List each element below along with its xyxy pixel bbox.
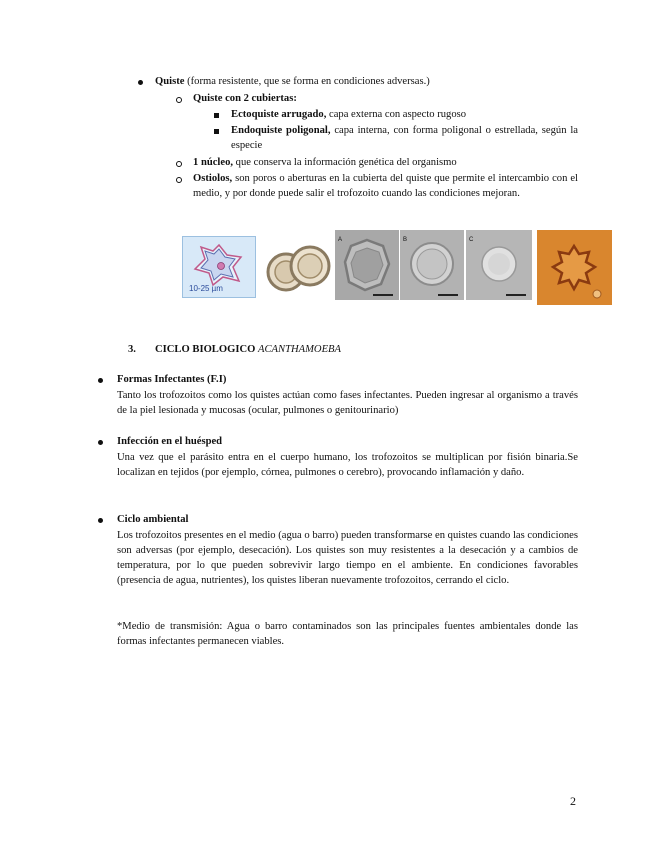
- quiste-term: Quiste: [155, 76, 185, 87]
- ecto-term: Ectoquiste arrugado,: [231, 109, 327, 120]
- quiste-desc: (forma resistente, que se forma en condiciones adversas.): [184, 76, 430, 87]
- stained-cyst-photo: [537, 230, 612, 305]
- page-number: 2: [570, 794, 576, 808]
- microscopy-panel-a: [335, 230, 399, 300]
- infeccion-title: Infección en el huésped: [117, 436, 223, 447]
- stained-cyst-icon: [537, 230, 612, 305]
- bullet-dot: [98, 440, 103, 445]
- section-number: 3.: [128, 344, 136, 355]
- ostiolos-desc: son poros o aberturas en la cubierta del quiste que permite el intercambio con el medio, y por donde puede salir el trofozoito cuando las condiciones mejoran.: [193, 173, 578, 199]
- panel-label-b: B: [403, 237, 408, 243]
- section-title-text: CICLO BIOLOGICO: [155, 344, 259, 355]
- bullet-dot: [98, 518, 103, 523]
- double-cyst-photo: [264, 230, 334, 305]
- ostiolos-paragraph: [193, 171, 578, 201]
- endo-term: Endoquiste poligonal,: [231, 125, 331, 136]
- double-cyst-icon: [264, 230, 334, 305]
- bullet-dot: [98, 378, 103, 383]
- transmission-note: *Medio de transmisión: Agua o barro contaminados son las principales fuentes ambientales donde las formas infectantes permanecen viables.: [117, 621, 578, 647]
- microscopy-panel-b: [400, 230, 464, 300]
- section-title: [155, 342, 341, 357]
- nucleo-desc: que conserva la información genética del organismo: [233, 157, 457, 168]
- bullet-square: [214, 129, 219, 134]
- nucleo-line: [193, 155, 457, 170]
- scale-label: 10-25 µm: [189, 284, 223, 293]
- ecto-desc: capa externa con aspecto rugoso: [326, 109, 467, 120]
- nucleo-term: 1 núcleo,: [193, 157, 234, 168]
- scale-bar: [373, 294, 393, 296]
- cyst-a-icon: [335, 230, 399, 300]
- cyst-diagram: [182, 236, 256, 298]
- infeccion-text: Una vez que el parásito entra en el cuerpo humano, los trofozoitos se multiplican por fisión binaria.Se localizan en tejidos (por ejemplo, córnea, pulmones o cerebro), provocando inflamación y daño.: [117, 452, 578, 478]
- bullet-circle: [176, 177, 182, 183]
- panel-label-c: C: [469, 237, 474, 243]
- quiste-line: [155, 74, 430, 89]
- cyst-b-icon: [400, 230, 464, 300]
- scale-bar: [506, 294, 526, 296]
- bullet-square: [214, 113, 219, 118]
- panel-label-a: A: [338, 237, 343, 243]
- bullet-circle: [176, 161, 182, 167]
- ecto-line: [231, 107, 466, 122]
- ciclo-text: Los trofozoitos presentes en el medio (agua o barro) pueden transformarse en quistes cuando las condiciones son adversas (por ejemplo, desecación). Los quistes son muy resistentes a la desecación y a cambios de temperatura, por lo que pueden sobrevivir largo tiempo en el ambiente. En condiciones favorables (presencia de agua, nutrientes), los quistes liberan nuevamente trofozoitos, cerrando el ciclo.: [117, 530, 578, 586]
- cyst-image-strip: [182, 230, 612, 305]
- formas-title: Formas Infectantes (F.I): [117, 374, 227, 385]
- microscopy-panel-c: [466, 230, 532, 300]
- cyst-c-icon: [466, 230, 532, 300]
- bullet-circle: [176, 97, 182, 103]
- formas-text: Tanto los trofozoitos como los quistes actúan como fases infectantes. Pueden ingresar al organismo a través de la piel lesionada y mucosas (ocular, pulmones o genitourinario): [117, 390, 578, 416]
- ciclo-title: Ciclo ambiental: [117, 514, 189, 525]
- scale-bar: [438, 294, 458, 296]
- quiste-two-covers: Quiste con 2 cubiertas:: [193, 93, 297, 104]
- ostiolos-term: Ostiolos,: [193, 173, 233, 184]
- bullet-dot: [138, 80, 143, 85]
- section-title-italic: ACANTHAMOEBA: [258, 344, 341, 355]
- endo-desc: capa interna, con forma poligonal o estrellada, según la especie: [231, 125, 578, 151]
- endo-paragraph: [231, 123, 578, 153]
